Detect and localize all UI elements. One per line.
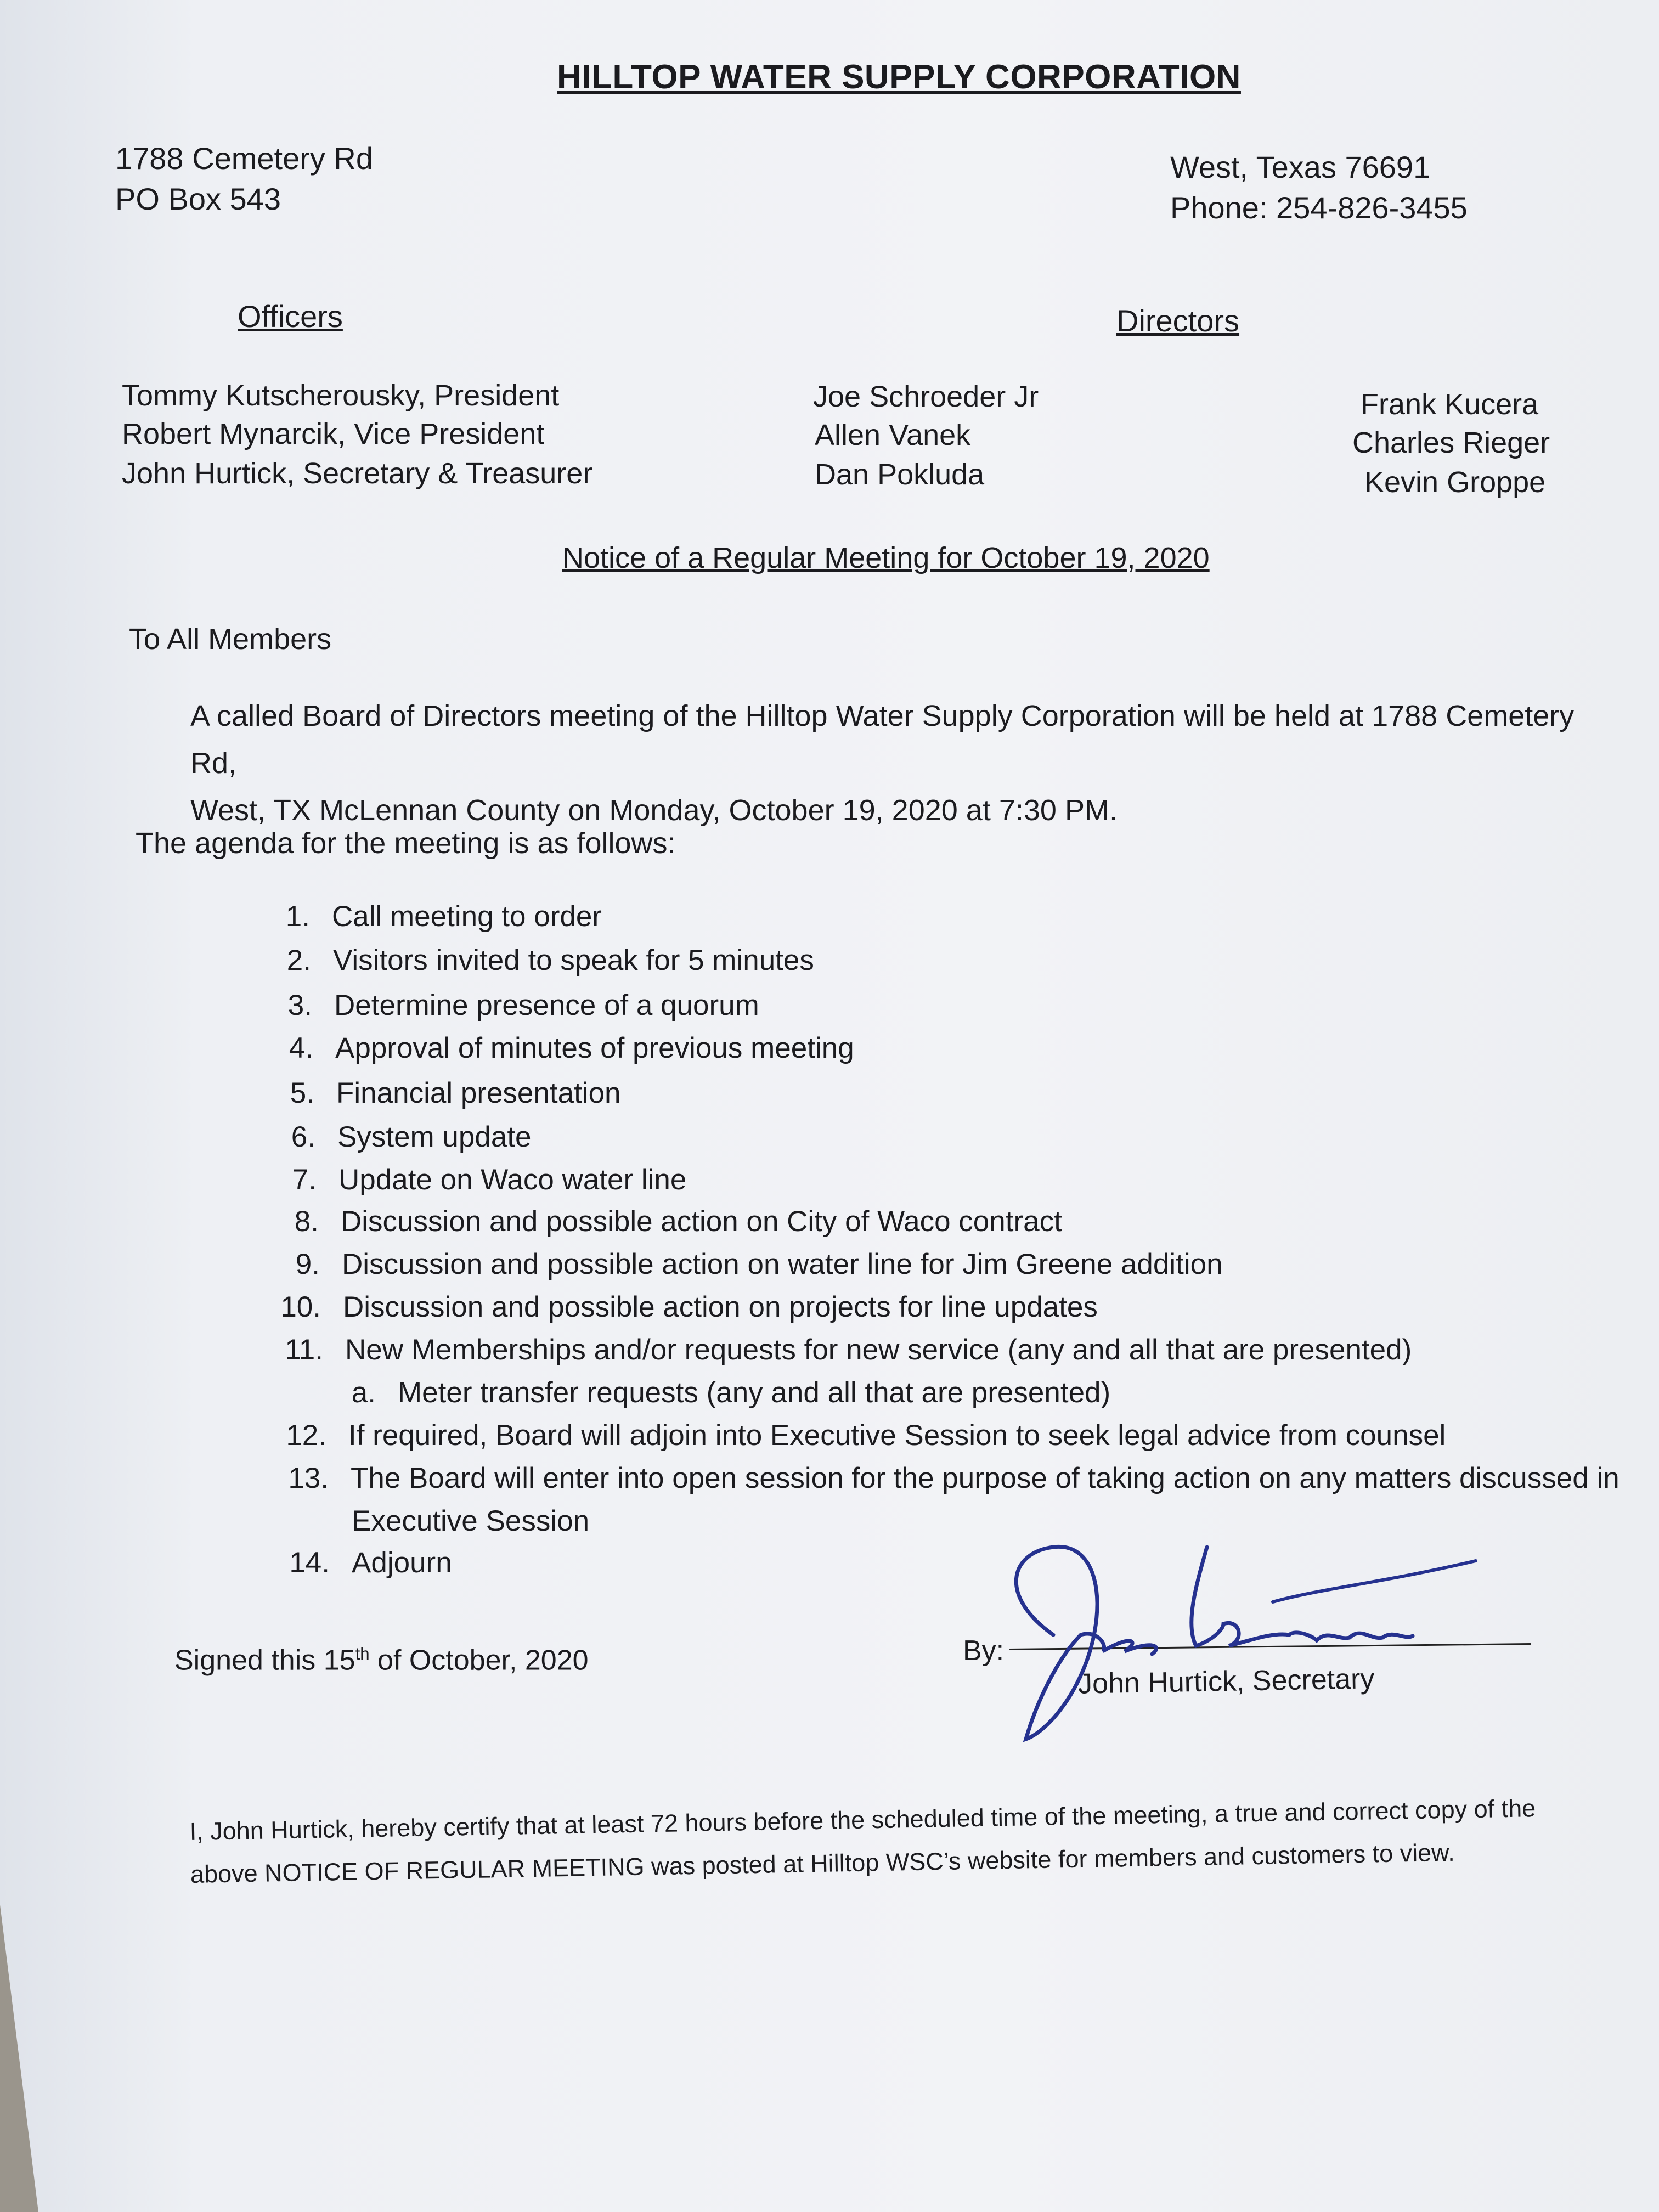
agenda-item [266,1419,1446,1452]
announcement-line: West, TX McLennan County on Monday, October 19, 2020 at 7:30 PM. [190,794,1118,827]
agenda-item-number: 2. [286,944,311,977]
agenda-item-number: 10. [280,1291,321,1323]
director-name: Allen Vanek [815,419,971,452]
certification-line: I, John Hurtick, hereby certify that at least 72 hours before the scheduled time of the meeting, a true and correct copy of the [189,1794,1536,1846]
agenda-item-text: Financial presentation [336,1077,621,1109]
director-name: Joe Schroeder Jr [813,380,1039,413]
agenda-item [258,1205,1062,1238]
agenda-item-text: Visitors invited to speak for 5 minutes [333,944,814,977]
announcement-line: A called Board of Directors meeting of the Hilltop Water Supply Corporation will be held at 1788 Cemetery Rd, [190,699,1575,780]
address-line-2: PO Box 543 [115,182,281,216]
meeting-announcement [190,692,1628,834]
agenda-item-number: a. [351,1376,376,1409]
agenda-item [250,900,602,933]
director-name: Charles Rieger [1352,426,1550,459]
by-label: By: [963,1635,1005,1667]
agenda-item-number: 6. [291,1121,315,1153]
handwritten-signature [966,1536,1487,1745]
background-surface-corner [0,1905,38,2212]
agenda-item-number: 14. [289,1547,330,1579]
officers-heading: Officers [238,299,343,334]
agenda-item-number: 3. [287,989,312,1022]
agenda-item-text: Discussion and possible action on projects for line updates [343,1291,1098,1323]
agenda-item [251,944,814,977]
agenda-item-text: Meter transfer requests (any and all that are presented) [398,1376,1111,1409]
corporation-title: HILLTOP WATER SUPPLY CORPORATION [557,58,1241,96]
agenda-item-text: System update [337,1121,532,1153]
certification-statement [189,1786,1595,1896]
phone-number: Phone: 254-826-3455 [1170,190,1468,225]
signer-name: John Hurtick, Secretary [1077,1663,1375,1700]
agenda-item [254,1076,621,1110]
agenda-item-continuation [269,1504,589,1538]
agenda-item-number: 9. [295,1248,320,1280]
agenda-item-text: Executive Session [352,1505,590,1537]
officer-name: Robert Mynarcik, Vice President [122,417,545,450]
agenda-item-text: If required, Board will adjoin into Executive Session to seek legal advice from counsel [348,1419,1446,1452]
agenda-item [263,1333,1412,1367]
officer-name: Tommy Kutscherousky, President [122,379,560,412]
agenda-intro: The agenda for the meeting is as follows: [136,827,676,860]
agenda-item-text: Discussion and possible action on City of Waco contract [341,1205,1062,1238]
agenda-item [268,1462,1620,1495]
agenda-subitem [315,1376,1110,1409]
agenda-item-number: 5. [290,1077,314,1109]
agenda-item-number: 8. [294,1205,319,1238]
agenda-item [269,1546,452,1579]
agenda-item-number: 1. [285,900,310,933]
agenda-item [259,1248,1223,1281]
agenda-item [256,1163,686,1197]
agenda-item-number: 7. [292,1164,317,1196]
directors-heading: Directors [1116,303,1240,338]
agenda-item-text: Adjourn [352,1547,452,1579]
agenda-item [261,1290,1098,1324]
agenda-item-text: Call meeting to order [332,900,602,933]
salutation: To All Members [129,623,332,656]
agenda-item [252,989,759,1022]
agenda-item-number: 11. [285,1334,323,1366]
director-name: Frank Kucera [1361,388,1539,421]
agenda-item-text: The Board will enter into open session for the purpose of taking action on any matters discussed in [351,1462,1620,1494]
certification-line: above NOTICE OF REGULAR MEETING was posted at Hilltop WSC’s website for members and customers to view. [190,1838,1455,1888]
agenda-item-text: Update on Waco water line [338,1164,687,1196]
agenda-item-text: Approval of minutes of previous meeting [335,1032,854,1064]
agenda-item-text: New Memberships and/or requests for new service (any and all that are presented) [345,1334,1412,1366]
notice-title: Notice of a Regular Meeting for October 19, 2020 [562,541,1210,574]
agenda-item-text: Discussion and possible action on water line for Jim Greene addition [342,1248,1223,1280]
officer-name: John Hurtick, Secretary & Treasurer [122,457,593,490]
agenda-item-number: 4. [289,1032,313,1064]
address-line-1: 1788 Cemetery Rd [115,141,374,176]
agenda-item-number: 12. [286,1419,326,1452]
director-name: Kevin Groppe [1364,466,1546,499]
city-state: West, Texas 76691 [1170,150,1431,184]
director-name: Dan Pokluda [815,458,985,491]
agenda-item-text: Determine presence of a quorum [334,989,759,1022]
signed-date: Signed this 15th of October, 2020 [174,1644,589,1677]
agenda-item [253,1031,854,1065]
agenda-item [255,1120,532,1154]
agenda-item-number: 13. [288,1462,329,1494]
